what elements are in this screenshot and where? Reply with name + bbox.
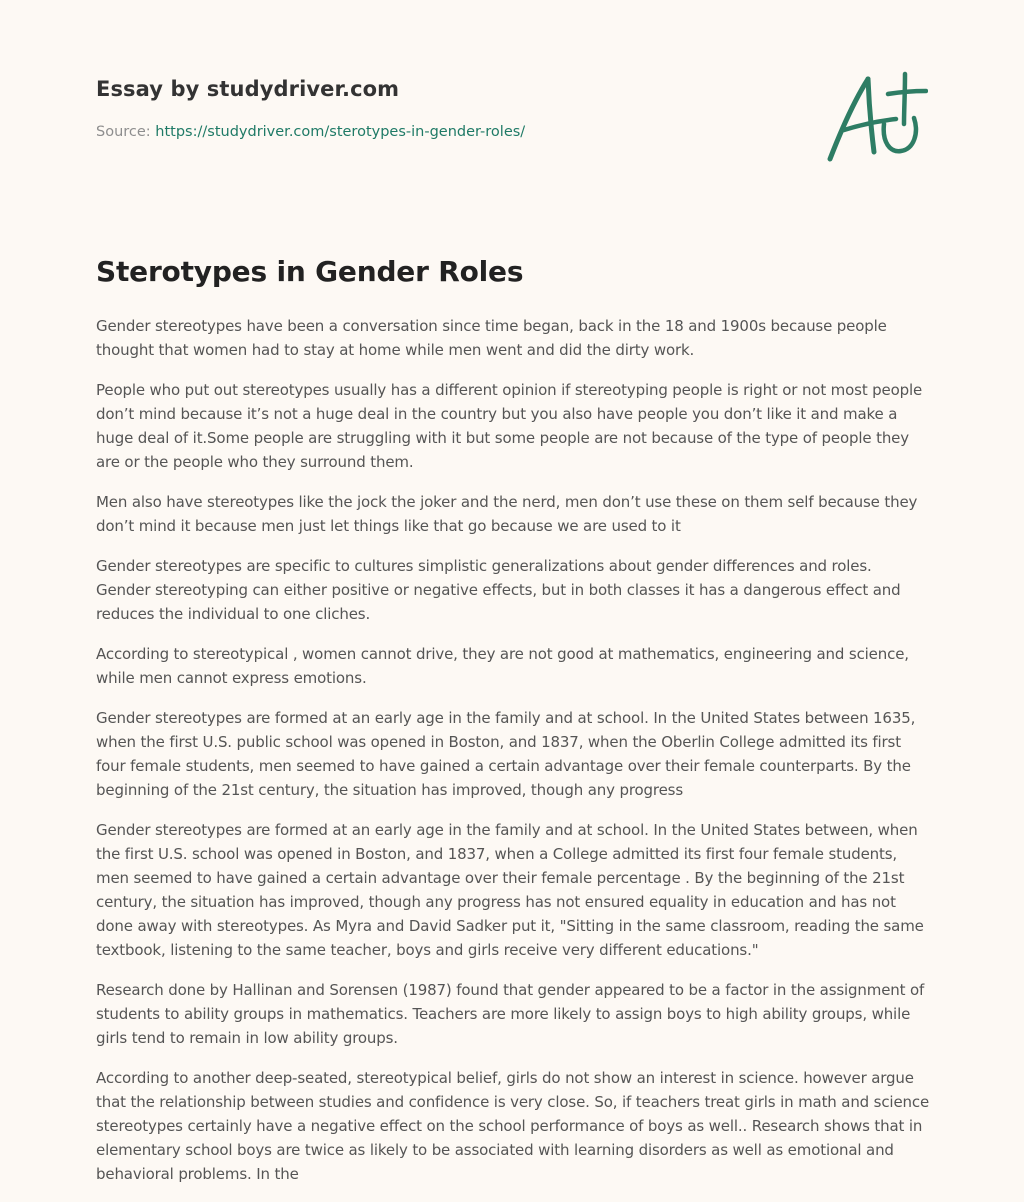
- essay-paragraph: Gender stereotypes are formed at an early age in the family and at school. In the United States between, when the first U.S. school was opened in Boston, and 1837, when a College admitted its first four female students, men seemed to have gained a certain advantage over their female percentage . By the beginning of the 21st century, the situation has improved, though any progress has not ensured equality in education and has not done away with stereotypes. As Myra and David Sadker put it, "Sitting in the same classroom, reading the same textbook, listening to the same teacher, boys and girls receive very different educations.": [96, 821, 924, 959]
- essay-paragraph: Gender stereotypes are specific to cultures simplistic generalizations about gender differences and roles. Gender stereotyping can either positive or negative effects, but in both classes it has a dangerous effect and reduces the individual to one cliches.: [96, 557, 901, 623]
- source-link[interactable]: https://studydriver.com/sterotypes-in-gender-roles/: [155, 124, 526, 140]
- site-brand: Essay by studydriver.com: [96, 77, 400, 101]
- essay-paragraph: According to another deep-seated, stereotypical belief, girls do not show an interest in science. however argue that the relationship between studies and confidence is very close. So, if teachers treat girls in math and science stereotypes certainly have a negative effect on the school performance of boys as well.. Research shows that in elementary school boys are twice as likely to be associated with learning disorders as well as emotional and behavioral problems. In the: [96, 1069, 930, 1183]
- essay-paragraph: Men also have stereotypes like the jock the joker and the nerd, men don’t use these on them self because they don’t mind it because men just let things like that go because we are used to it: [96, 493, 918, 535]
- source-line: [96, 124, 525, 140]
- essay-paragraph: According to stereotypical , women cannot drive, they are not good at mathematics, engineering and science, while men cannot express emotions.: [96, 645, 909, 687]
- essay-title: Sterotypes in Gender Roles: [96, 255, 524, 288]
- essay-paragraph: Research done by Hallinan and Sorensen (1987) found that gender appeared to be a factor in the assignment of students to ability groups in mathematics. Teachers are more likely to assign boys to high ability groups, while girls tend to remain in low ability groups.: [96, 981, 925, 1047]
- source-label: Source:: [96, 124, 156, 140]
- essay-paragraph: Gender stereotypes are formed at an early age in the family and at school. In the United States between 1635, when the first U.S. public school was opened in Boston, and 1837, when the Oberlin College admitted its first four female students, men seemed to have gained a certain advantage over their female counterparts. By the beginning of the 21st century, the situation has improved, though any progress: [96, 709, 916, 799]
- a-plus-grade-icon: [824, 66, 928, 166]
- essay-body: [96, 314, 930, 1202]
- essay-paragraph: People who put out stereotypes usually has a different opinion if stereotyping people is right or not most people don’t mind because it’s not a huge deal in the country but you also have people you don’t like it and make a huge deal of it.Some people are struggling with it but some people are not because of the type of people they are or the people who they surround them.: [96, 381, 923, 471]
- essay-header: [96, 0, 928, 200]
- essay-paragraph: Gender stereotypes have been a conversation since time began, back in the 18 and 1900s because people thought that women had to stay at home while men went and did the dirty work.: [96, 317, 887, 359]
